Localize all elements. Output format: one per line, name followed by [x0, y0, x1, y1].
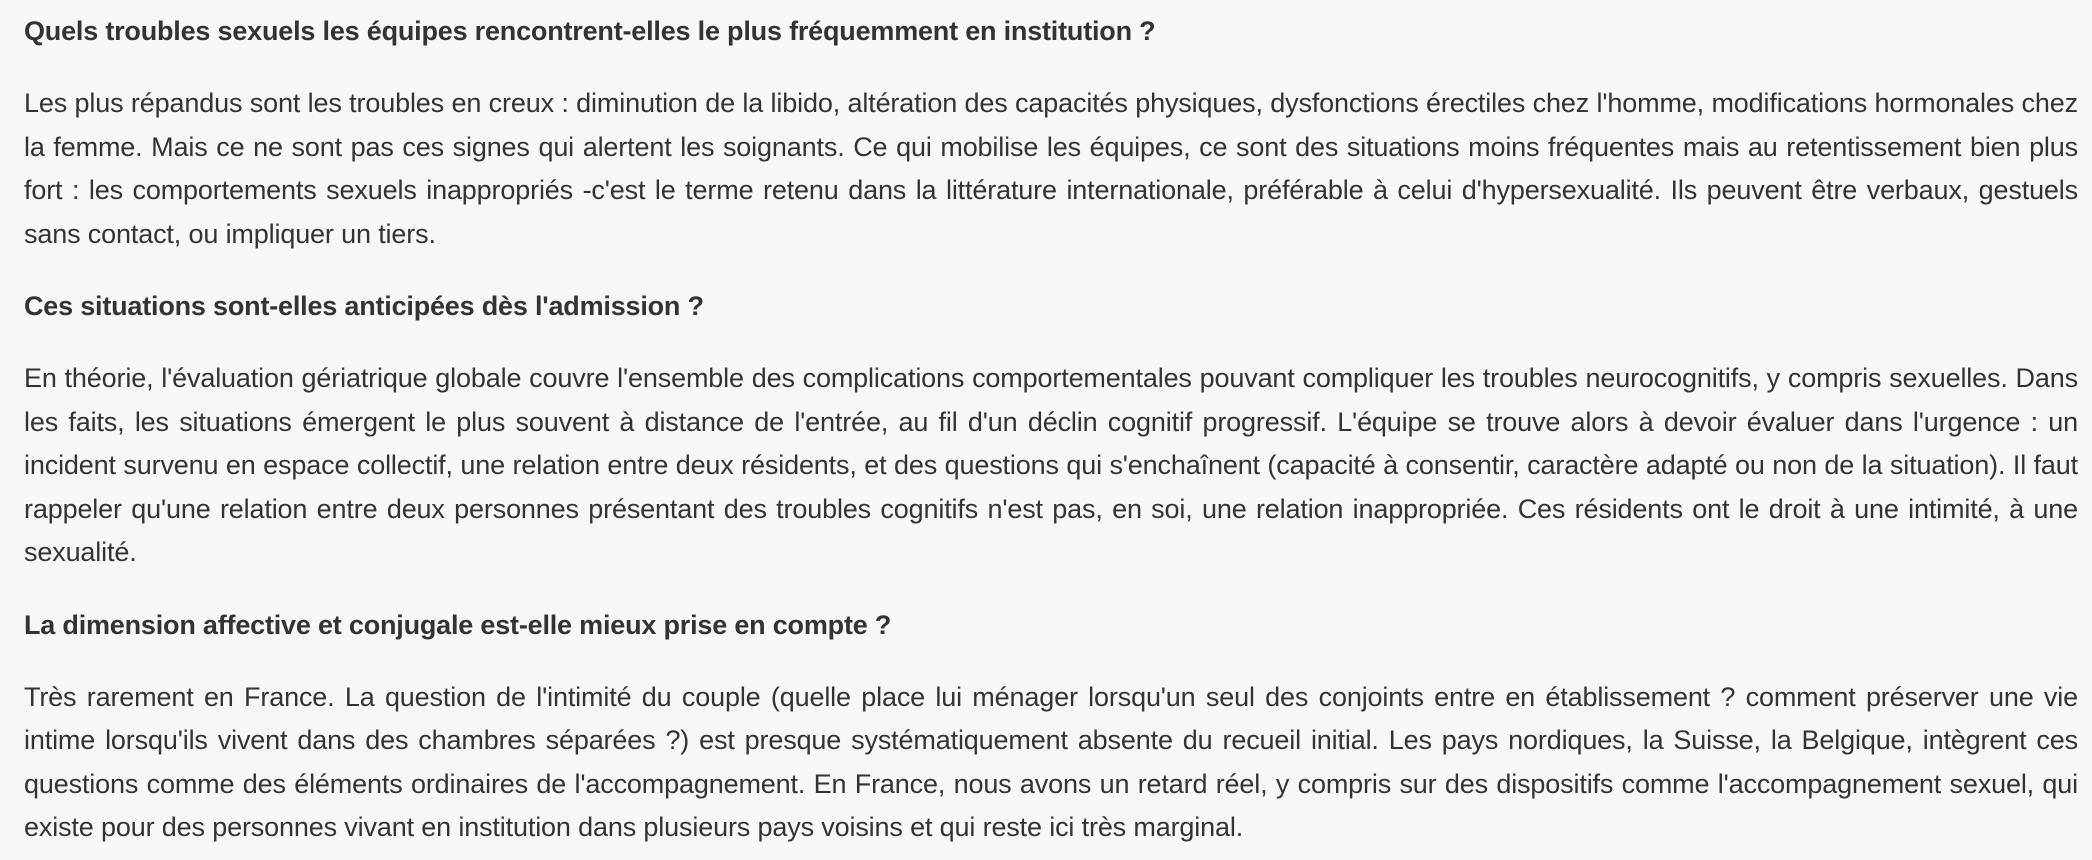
answer-paragraph-2: En théorie, l'évaluation gériatrique globale couvre l'ensemble des complications comportementales pouvant compliquer les troubles neurocognitifs, y compris sexuelles. Dans les faits, les situations émergent le plus souvent à distance de l'entrée, au fil d'un déclin cognitif progressif. L'équipe se trouve alors à devoir évaluer dans l'urgence : un incident survenu en espace collectif, une relation entre deux résidents, et des questions qui s'enchaînent (capacité à consentir, caractère adapté ou non de la situation). Il faut rappeler qu'une relation entre deux personnes présentant des troubles cognitifs n'est pas, en soi, une relation inappropriée. Ces résidents ont le droit à une intimité, à une sexualité.: [24, 363, 2078, 567]
question-heading-2: Ces situations sont-elles anticipées dès l'admission ?: [24, 291, 704, 321]
answer-paragraph-1: Les plus répandus sont les troubles en creux : diminution de la libido, altération des capacités physiques, dysfonctions érectiles chez l'homme, modifications hormonales chez la femme. Mais ce ne sont pas ces signes qui alertent les soignants. Ce qui mobilise les équipes, ce sont des situations moins fréquentes mais au retentissement bien plus fort : les comportements sexuels inappropriés -c'est le terme retenu dans la littérature internationale, préférable à celui d'hypersexualité. Ils peuvent être verbaux, gestuels sans contact, ou impliquer un tiers.: [24, 88, 2078, 249]
question-heading-3: La dimension affective et conjugale est-elle mieux prise en compte ?: [24, 609, 892, 640]
answer-paragraph-3: Très rarement en France. La question de l'intimité du couple (quelle place lui ménager lorsqu'un seul des conjoints entre en établissement ? comment préserver une vie intime lorsqu'ils vivent dans des chambres séparées ?) est presque systématiquement absente du recueil initial. Les pays nordiques, la Suisse, la Belgique, intègrent ces questions comme des éléments ordinaires de l'accompagnement. En France, nous avons un retard réel, y compris sur des dispositifs comme l'accompagnement sexuel, qui existe pour des personnes vivant en institution dans plusieurs pays voisins et qui reste ici très marginal.: [24, 681, 2078, 842]
question-heading-1: Quels troubles sexuels les équipes rencontrent-elles le plus fréquemment en institution ?: [24, 16, 1156, 46]
